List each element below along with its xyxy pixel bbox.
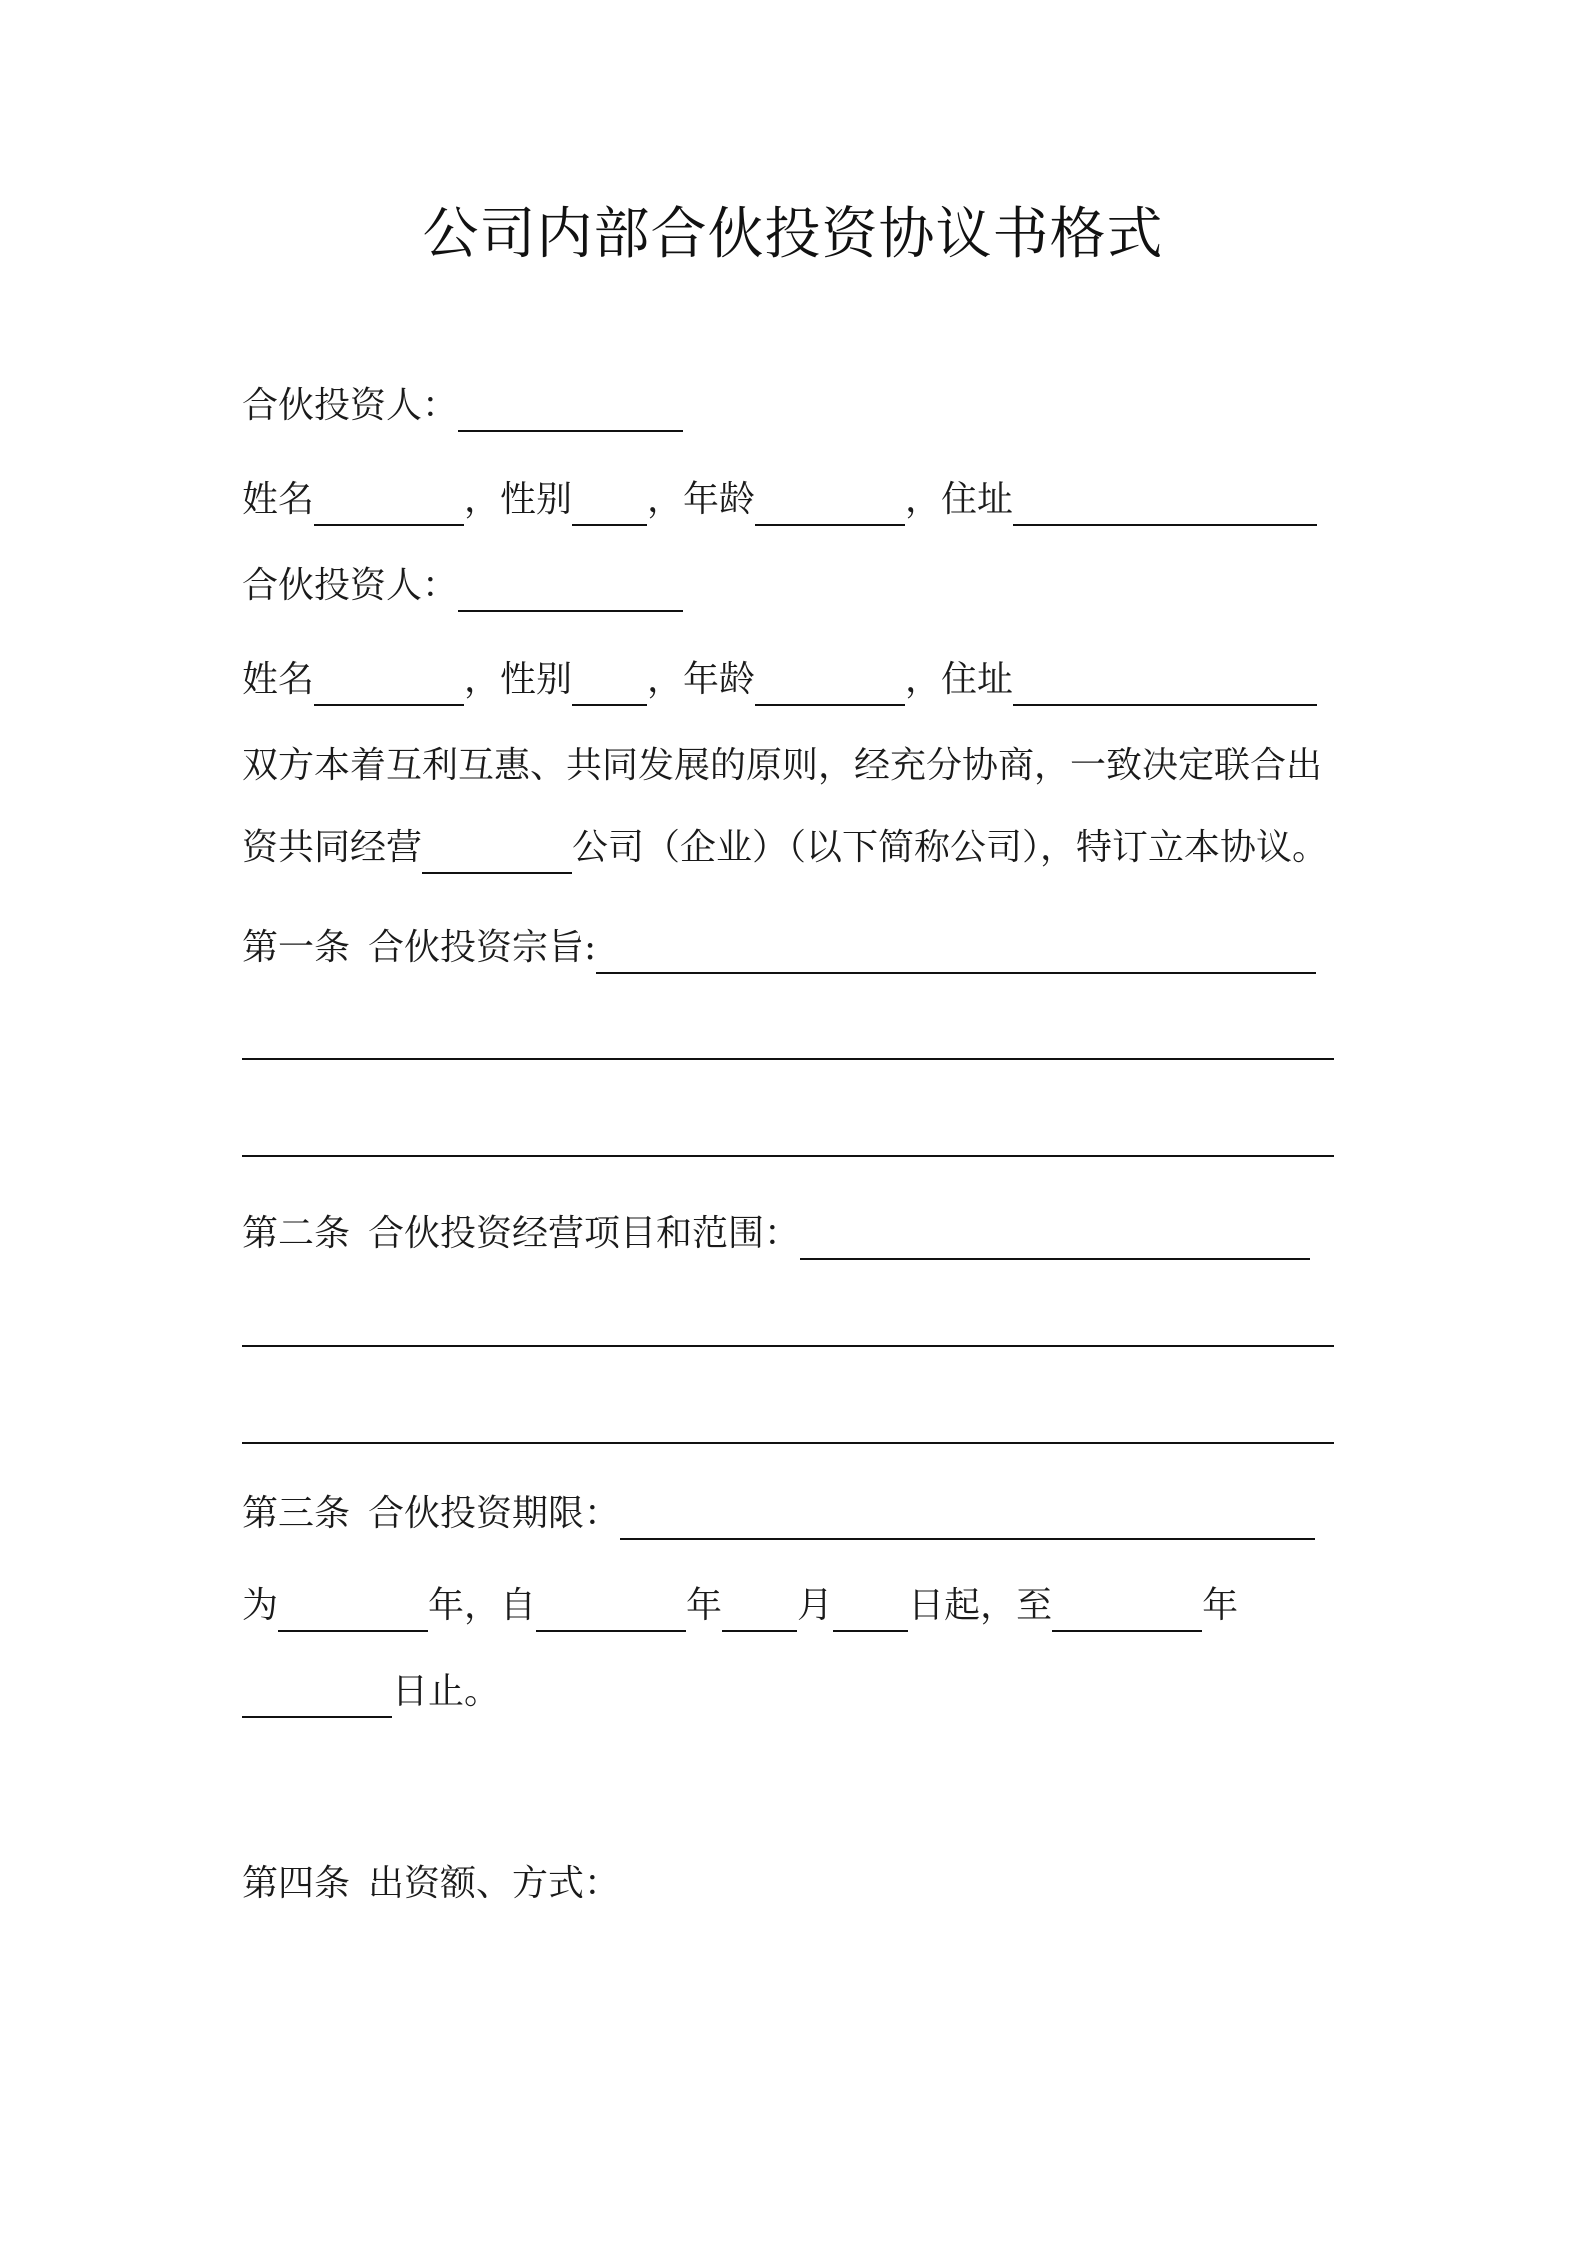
gender-blank[interactable] <box>572 664 647 706</box>
article-4-label: 出资额、方式： <box>368 1863 621 1904</box>
company-name-blank[interactable] <box>422 832 572 874</box>
address-label: ，住址 <box>905 659 1014 700</box>
end-date-blank[interactable] <box>242 1676 392 1718</box>
article-1-blank[interactable] <box>596 932 1316 974</box>
age-label: ，年龄 <box>647 659 756 700</box>
article-1-blank-line-2[interactable] <box>242 1058 1334 1060</box>
article-1-number: 第一条 <box>242 927 351 968</box>
article-1-blank-line-3[interactable] <box>242 1155 1334 1157</box>
partner-2-blank[interactable] <box>458 570 683 612</box>
intro-line-2-prefix: 资共同经营 <box>242 827 423 868</box>
intro-line-1: 双方本着互利互惠、共同发展的原则，经充分协商，一致决定联合出 <box>242 745 1323 786</box>
article-3-label: 合伙投资期限： <box>368 1493 621 1534</box>
term-year: 年 <box>686 1585 723 1626</box>
address-blank[interactable] <box>1013 664 1317 706</box>
name-label: 姓名 <box>242 659 315 700</box>
start-day-blank[interactable] <box>833 1590 908 1632</box>
age-blank[interactable] <box>755 484 905 526</box>
article-2-blank-line-3[interactable] <box>242 1442 1334 1444</box>
address-label: ，住址 <box>905 479 1014 520</box>
term-day-qi-zhi: 日起，至 <box>908 1585 1053 1626</box>
term-day-end: 日止。 <box>392 1671 501 1712</box>
term-year-end: 年 <box>1202 1585 1239 1626</box>
article-4-number: 第四条 <box>242 1863 351 1904</box>
partner-1-blank[interactable] <box>458 390 683 432</box>
intro-line-2-suffix: 公司（企业）（以下简称公司），特订立本协议。 <box>572 827 1329 868</box>
gender-blank[interactable] <box>572 484 647 526</box>
term-line-1 <box>242 1580 1238 1632</box>
article-3-number: 第三条 <box>242 1493 351 1534</box>
gender-label: ，性别 <box>464 479 573 520</box>
article-4-line <box>242 1858 620 1910</box>
name-label: 姓名 <box>242 479 315 520</box>
age-label: ，年龄 <box>647 479 756 520</box>
partner-1-info-line <box>242 474 1317 526</box>
article-2-blank-line-2[interactable] <box>242 1345 1334 1347</box>
article-3-blank[interactable] <box>620 1498 1315 1540</box>
partner-2-line <box>242 560 683 612</box>
age-blank[interactable] <box>755 664 905 706</box>
address-blank[interactable] <box>1013 484 1317 526</box>
term-line-2 <box>242 1666 500 1718</box>
partner-2-info-line <box>242 654 1317 706</box>
partner-1-line <box>242 380 683 432</box>
end-year-blank[interactable] <box>1052 1590 1202 1632</box>
article-1-line <box>242 922 1316 974</box>
article-2-blank[interactable] <box>800 1218 1310 1260</box>
partner-2-label: 合伙投资人： <box>242 565 459 606</box>
start-month-blank[interactable] <box>722 1590 797 1632</box>
article-1-label: 合伙投资宗旨: <box>368 927 597 968</box>
term-year-zi: 年，自 <box>428 1585 537 1626</box>
document-title: 公司内部合伙投资协议书格式 <box>422 202 1164 267</box>
partner-1-label: 合伙投资人： <box>242 385 459 426</box>
name-blank[interactable] <box>314 484 464 526</box>
article-2-label: 合伙投资经营项目和范围： <box>368 1213 801 1254</box>
term-wei: 为 <box>242 1585 279 1626</box>
intro-line-2 <box>242 822 1328 874</box>
term-years-blank[interactable] <box>278 1590 428 1632</box>
start-year-blank[interactable] <box>536 1590 686 1632</box>
gender-label: ，性别 <box>464 659 573 700</box>
article-2-number: 第二条 <box>242 1213 351 1254</box>
name-blank[interactable] <box>314 664 464 706</box>
article-3-line <box>242 1488 1315 1540</box>
term-month: 月 <box>797 1585 834 1626</box>
article-2-line <box>242 1208 1310 1260</box>
